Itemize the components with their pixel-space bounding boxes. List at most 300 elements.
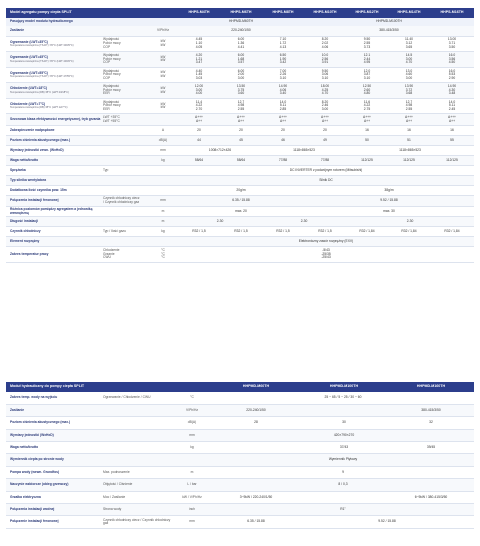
row-name: Waga netto/brutto <box>6 442 102 454</box>
table-row <box>6 195 474 206</box>
row-name <box>6 52 102 68</box>
cell-line: 13.00 <box>447 37 457 42</box>
cell-value <box>178 114 220 125</box>
header-cell: HHPMD-M60TH <box>212 382 300 392</box>
row-label <box>102 114 148 125</box>
row-label <box>102 26 148 36</box>
cell-line: 3.10 <box>321 75 329 80</box>
cell-line: Wydajność <box>103 53 120 57</box>
cell-line: kg <box>161 228 165 233</box>
row-name: Zakres temp. wody na wyjściu <box>6 392 102 404</box>
cell-line: 4.30 <box>448 87 456 92</box>
row-label <box>102 237 148 247</box>
row-label <box>102 175 148 185</box>
table-row <box>6 83 474 99</box>
cell-line: 12.00 <box>194 84 204 89</box>
header-cell: HHPS-M4TH <box>178 8 220 18</box>
table-row <box>6 36 474 52</box>
cell-line: 3.42 <box>279 60 287 65</box>
row-name <box>6 114 102 125</box>
cell-line: 3.91 <box>321 60 329 65</box>
cell-value: 37/43 <box>300 442 388 454</box>
row-name <box>6 175 102 185</box>
cell-line: kW <box>160 101 166 106</box>
cell-line: dB(A) <box>158 137 168 142</box>
row-label <box>102 417 172 429</box>
cell-line: 12.7 <box>405 99 413 104</box>
cell-value <box>178 155 220 165</box>
row-title: Długość instalacji <box>10 218 39 223</box>
row-name: Grzałka elektryczna <box>6 491 102 503</box>
cell-value <box>300 491 388 503</box>
table-row <box>6 217 474 227</box>
row-name <box>6 135 102 145</box>
row-label <box>102 52 148 68</box>
cell-line: A++ <box>279 118 287 123</box>
row-label <box>102 454 172 466</box>
cell-line: A++ <box>321 118 329 123</box>
table-row <box>6 429 474 441</box>
row-name: Połączenie instalacji freonowej <box>6 516 102 528</box>
cell-line: 3.47 <box>195 60 203 65</box>
cell-value <box>262 67 304 83</box>
cell-line: 3.48 <box>448 91 456 96</box>
cell-line: 3.00 <box>237 75 245 80</box>
cell-line: 45 <box>239 137 243 142</box>
cell-line: 112/125 <box>446 157 458 162</box>
cell-line: kW <box>160 58 166 63</box>
row-name <box>6 155 102 165</box>
row-unit <box>148 227 178 237</box>
cell-line: 3.00 <box>321 106 329 111</box>
cell-line: 18.00 <box>320 84 330 89</box>
row-label <box>102 36 148 52</box>
row-name <box>6 195 102 206</box>
cell-line: 1.72 <box>279 41 287 45</box>
cell-line: A+++ <box>279 115 287 120</box>
cell-value <box>262 83 304 99</box>
row-name: Zasilanie <box>6 404 102 416</box>
cell-value: 1008×712×426 <box>178 145 262 155</box>
cell-line: 5.11 <box>279 103 287 108</box>
row-name <box>6 67 102 83</box>
row-unit <box>148 125 178 135</box>
cell-value <box>220 67 262 83</box>
cell-value <box>304 98 346 114</box>
cell-line: 51 <box>407 137 411 142</box>
cell-value: Elektroniczny zawór rozprężny (EXV) <box>178 237 474 247</box>
cell-line: 6.00 <box>237 53 245 57</box>
cell-value: Wymiennik Płytowy <box>212 454 474 466</box>
cell-line: °C <box>161 255 165 260</box>
cell-line: 14.0 <box>279 99 287 104</box>
row-unit <box>148 26 178 36</box>
cell-value <box>304 83 346 99</box>
cell-line: COP <box>103 75 111 80</box>
cell-line: 2.60 <box>363 87 371 92</box>
cell-value <box>178 83 220 99</box>
cell-line: °C <box>161 248 165 253</box>
cell-line: 2.75 <box>363 106 371 111</box>
cell-line: A++ <box>448 118 456 123</box>
cell-value: 30 <box>300 417 388 429</box>
row-unit <box>148 155 178 165</box>
cell-value <box>388 98 430 114</box>
cell-value <box>346 98 388 114</box>
cell-value <box>212 442 300 454</box>
cell-line: Wydajność <box>103 99 120 104</box>
cell-line: 6.50 <box>279 53 287 57</box>
row-unit <box>148 135 178 145</box>
row-name <box>6 36 102 52</box>
cell-line: EER <box>103 91 110 96</box>
cell-line: 3.00 <box>405 56 413 61</box>
cell-line: 3.00 <box>405 75 413 80</box>
cell-value: 220-240/1/50 <box>178 26 304 36</box>
cell-value <box>430 67 474 83</box>
row-name <box>6 207 102 217</box>
cell-line: m <box>161 208 165 213</box>
row-subtitle: Temperatura zewnętrzna (DB) 35°C (LWT 23/18°C) <box>10 90 69 94</box>
cell-line: kW <box>160 85 166 90</box>
cell-value: 1118×865×523 <box>346 145 474 155</box>
cell-value <box>388 125 430 135</box>
row-name <box>6 247 102 263</box>
cell-line: Grzanie <box>103 251 115 256</box>
cell-value <box>212 429 300 441</box>
cell-line: 14.90 <box>447 84 457 89</box>
table-row <box>6 165 474 175</box>
cell-value <box>262 135 304 145</box>
row-unit: °C <box>172 392 212 404</box>
cell-line: 58/64 <box>194 157 204 162</box>
table-header-row <box>6 8 474 18</box>
cell-line: Pobór mocy <box>103 56 121 61</box>
row-title: Waga netto/brutto <box>10 157 39 162</box>
cell-line: 2.44 <box>363 56 371 61</box>
row-name <box>6 26 102 36</box>
cell-value <box>178 52 220 68</box>
cell-value <box>304 227 346 237</box>
cell-line: 7.00 <box>279 68 287 73</box>
cell-line: 4.70 <box>405 60 413 65</box>
cell-value: 2-30 <box>262 217 346 227</box>
header-cell: HHPS-M16TH <box>430 8 474 18</box>
header-cell: Moduł hydrauliczny do pompy ciepła SPLIT <box>6 382 102 392</box>
cell-line: 2.55 <box>237 106 245 111</box>
cell-value: 38g/m <box>304 185 474 195</box>
cell-value: Silnik DC <box>178 175 474 185</box>
cell-line: Pobór mocy <box>103 103 121 108</box>
cell-line: kg <box>161 157 165 162</box>
row-unit: m <box>172 466 212 478</box>
cell-line: 4.25 <box>321 87 329 92</box>
cell-line: mm <box>160 198 166 203</box>
row-unit <box>148 207 178 217</box>
cell-value <box>388 52 430 68</box>
row-name: Naczynie wzbiorcze (obieg grzewczy) <box>6 479 102 491</box>
row-unit <box>172 454 212 466</box>
table-row <box>6 185 474 195</box>
table-row <box>6 26 474 36</box>
cell-value: 8 / 0,3 <box>212 479 474 491</box>
cell-value: 9.52 / 15.88 <box>300 516 474 528</box>
row-label <box>102 185 148 195</box>
header-cell: HHPS-M14TH <box>388 8 430 18</box>
row-unit <box>148 247 178 263</box>
cell-value: 1118×865×523 <box>262 145 346 155</box>
cell-line: 46 <box>281 137 285 142</box>
row-label <box>102 429 172 441</box>
row-name: Pasujący model modułu hydraulicznego <box>6 18 178 26</box>
cell-value <box>346 36 388 52</box>
row-unit <box>148 165 178 175</box>
row-unit <box>148 52 178 68</box>
cell-line: A+++ <box>237 115 245 120</box>
cell-value <box>304 52 346 68</box>
table-row <box>6 98 474 114</box>
table-row <box>6 207 474 217</box>
row-label <box>102 145 148 155</box>
cell-line: 20 <box>239 127 243 132</box>
cell-line: 2.85 <box>279 106 287 111</box>
cell-line: A+++ <box>321 115 329 120</box>
row-unit: kg <box>172 442 212 454</box>
cell-value <box>178 227 220 237</box>
cell-line: 20 <box>281 127 285 132</box>
table-row <box>6 479 474 491</box>
row-label <box>102 125 148 135</box>
row-name <box>6 83 102 99</box>
cell-line: 4.80 <box>363 91 371 96</box>
cell-line: kW <box>160 54 166 59</box>
cell-line: m <box>161 218 165 223</box>
table-row <box>6 442 474 454</box>
cell-value <box>220 155 262 165</box>
cell-line: 9.50 <box>321 68 329 73</box>
cell-value <box>388 227 430 237</box>
cell-line: 1.36 <box>237 41 245 45</box>
row-name <box>6 185 102 195</box>
cell-line: -25/43 <box>321 255 331 260</box>
cell-line: 2.90 <box>448 75 456 80</box>
table-header-row <box>6 382 474 392</box>
cell-value <box>346 125 388 135</box>
cell-line: 3.71 <box>448 41 456 45</box>
cell-line: R32 / 1,5 <box>276 228 290 233</box>
cell-line: 6.00 <box>237 37 245 42</box>
row-label: Max. podnoszenie <box>102 466 172 478</box>
cell-line: 13.0 <box>405 68 413 73</box>
cell-value <box>304 114 346 125</box>
cell-line: R32 / 1,84 <box>444 228 460 233</box>
cell-value <box>388 67 430 83</box>
table-row <box>6 175 474 185</box>
cell-value <box>178 36 220 52</box>
cell-value: HHPMD-M60TH <box>178 18 304 26</box>
row-unit <box>148 217 178 227</box>
cell-line: 4.45 <box>195 37 203 42</box>
cell-line: R32 / 1,5 <box>234 228 248 233</box>
hydro-match-row <box>6 18 474 26</box>
row-unit <box>148 145 178 155</box>
cell-line: 2.55 <box>363 41 371 45</box>
cell-line: 3.65 <box>405 44 413 49</box>
row-name <box>6 165 102 175</box>
cell-value <box>262 155 304 165</box>
cell-line: COP <box>103 60 111 65</box>
row-unit: mm <box>172 516 212 528</box>
cell-value <box>388 114 430 125</box>
row-subtitle: Temperatura zewnętrzna (TS-DT) 7/6°C (LWT 47/55°C) <box>10 75 74 79</box>
cell-value <box>262 114 304 125</box>
cell-line: 4.98 <box>405 103 413 108</box>
cell-line: Chłodzenie <box>103 248 120 253</box>
cell-line: 11.4 <box>195 99 203 104</box>
table-row <box>6 404 474 416</box>
cell-line: 3.73 <box>363 44 371 49</box>
row-label <box>102 98 148 114</box>
cell-value: 420×790×270 <box>300 429 388 441</box>
cell-line: A+++ <box>448 115 456 120</box>
cell-value: 9 <box>212 466 474 478</box>
cell-line: 11.40 <box>404 37 413 42</box>
cell-value: 380-415/3/50 <box>304 26 474 36</box>
cell-line: 55 <box>450 137 454 142</box>
row-title: Element rozprężny <box>10 238 40 243</box>
row-subtitle: Temperatura zewnętrzna (TS-DT) 7/6°C (LWT 40/45°C) <box>10 59 74 63</box>
cell-value <box>430 83 474 99</box>
cell-line: 3.06 <box>321 72 329 77</box>
row-title: Sezonowa klasa efektywności energetycznej, tryb grzania <box>10 116 101 121</box>
row-label <box>102 247 148 263</box>
cell-value <box>346 227 388 237</box>
cell-line: 4.22 <box>363 103 371 108</box>
cell-line: 9.50 <box>363 37 371 42</box>
cell-line: 3.03 <box>195 75 203 80</box>
cell-value <box>430 125 474 135</box>
table-row <box>6 491 474 503</box>
row-title: Poziom ciśnienia akustycznego (max.) <box>10 137 71 142</box>
cell-value <box>430 135 474 145</box>
row-unit: dB(A) <box>172 417 212 429</box>
cell-line: 8.20 <box>321 99 329 104</box>
cell-line: 4.13 <box>279 44 287 49</box>
cell-line: 8.20 <box>321 37 329 42</box>
row-name <box>6 217 102 227</box>
cell-value: 2-30 <box>178 217 262 227</box>
cell-value: DC INVERTER z podwójnym rotorem (Mitsubishi) <box>178 165 474 175</box>
cell-line: kW <box>160 42 166 47</box>
cell-line: 4.60 <box>405 72 413 77</box>
cell-line: 3.10 <box>279 75 287 80</box>
row-name <box>6 237 102 247</box>
cell-value: 28 <box>212 417 300 429</box>
row-title: Ogrzewanie (LWT=45°C) <box>10 55 48 60</box>
cell-line: °C <box>161 251 165 256</box>
cell-line: A+++ <box>195 115 203 120</box>
table-row <box>6 67 474 83</box>
cell-line: 3.87 <box>363 72 371 77</box>
header-cell <box>102 382 172 392</box>
row-title: Dodatkowa ilość czynnika pow. 15m <box>10 187 67 192</box>
cell-value <box>346 135 388 145</box>
cell-line: 2.55 <box>405 106 413 111</box>
cell-value <box>388 429 474 441</box>
cell-line: Pobór mocy <box>103 72 121 77</box>
cell-line: 3.40 <box>279 91 287 96</box>
cell-line: kW <box>160 89 166 94</box>
cell-value <box>178 98 220 114</box>
cell-line: 12.7 <box>237 99 245 104</box>
cell-line: 3.57 <box>237 60 245 65</box>
cell-line: mm <box>160 147 166 152</box>
row-label <box>102 135 148 145</box>
cell-line: 2.00 <box>237 72 245 77</box>
cell-line: CWU <box>103 255 111 260</box>
cell-line: 58/64 <box>236 157 246 162</box>
cell-value <box>346 155 388 165</box>
cell-line: EER <box>103 106 110 111</box>
cell-line: kW <box>160 105 166 110</box>
row-unit: mm <box>172 429 212 441</box>
row-subtitle: Temperatura zewnętrzna (TS-DT) 7/6°C (LWT 30/35°C) <box>10 44 74 48</box>
cell-line: Wydajność <box>103 68 120 73</box>
cell-line: LWT +55°C <box>103 118 120 123</box>
cell-value <box>262 52 304 68</box>
header-cell <box>172 382 212 392</box>
row-title: Chłodzenie (LWT=18°C) <box>10 86 47 91</box>
row-unit: kW / V/Ph/Hz <box>172 491 212 503</box>
cell-value <box>300 404 388 416</box>
cell-line: Typ / Ilość gazu <box>103 228 126 233</box>
cell-value <box>346 67 388 83</box>
cell-line: 2.02 <box>321 41 329 45</box>
cell-line: kW <box>160 39 166 44</box>
table-row <box>6 516 474 528</box>
row-label <box>102 227 148 237</box>
cell-line: R32 / 1,5 <box>318 228 332 233</box>
cell-value <box>388 135 430 145</box>
cell-line: 7.10 <box>279 37 287 42</box>
row-label <box>102 442 172 454</box>
cell-line: 16 <box>407 127 411 132</box>
cell-line: A++ <box>237 118 245 123</box>
table-row <box>6 392 474 404</box>
cell-line: Pobór mocy <box>103 87 121 92</box>
cell-line: A++ <box>195 118 203 123</box>
cell-line: 3.10 <box>363 75 371 80</box>
cell-line: 3.68 <box>405 91 413 96</box>
row-title: Typ silnika wentylatora <box>10 177 47 182</box>
cell-line: 14.0 <box>448 99 456 104</box>
row-label <box>102 195 148 206</box>
cell-line: 112/125 <box>361 157 373 162</box>
cell-line: 12.0 <box>363 68 371 73</box>
cell-value: 2-30 <box>346 217 474 227</box>
table-row <box>6 135 474 145</box>
cell-value <box>304 67 346 83</box>
cell-line: 4.20 <box>195 53 203 57</box>
cell-value <box>220 36 262 52</box>
cell-line: Typ <box>103 167 109 172</box>
split-unit-spec-table <box>6 8 474 263</box>
cell-line: 3.60 <box>237 91 245 96</box>
cell-line: A++ <box>363 118 371 123</box>
row-title: Różnica poziomów pomiędzy agregatem a jednostką wewnętrzną <box>10 207 93 215</box>
cell-value: 32 <box>388 417 474 429</box>
cell-line: 12.50 <box>362 84 372 89</box>
